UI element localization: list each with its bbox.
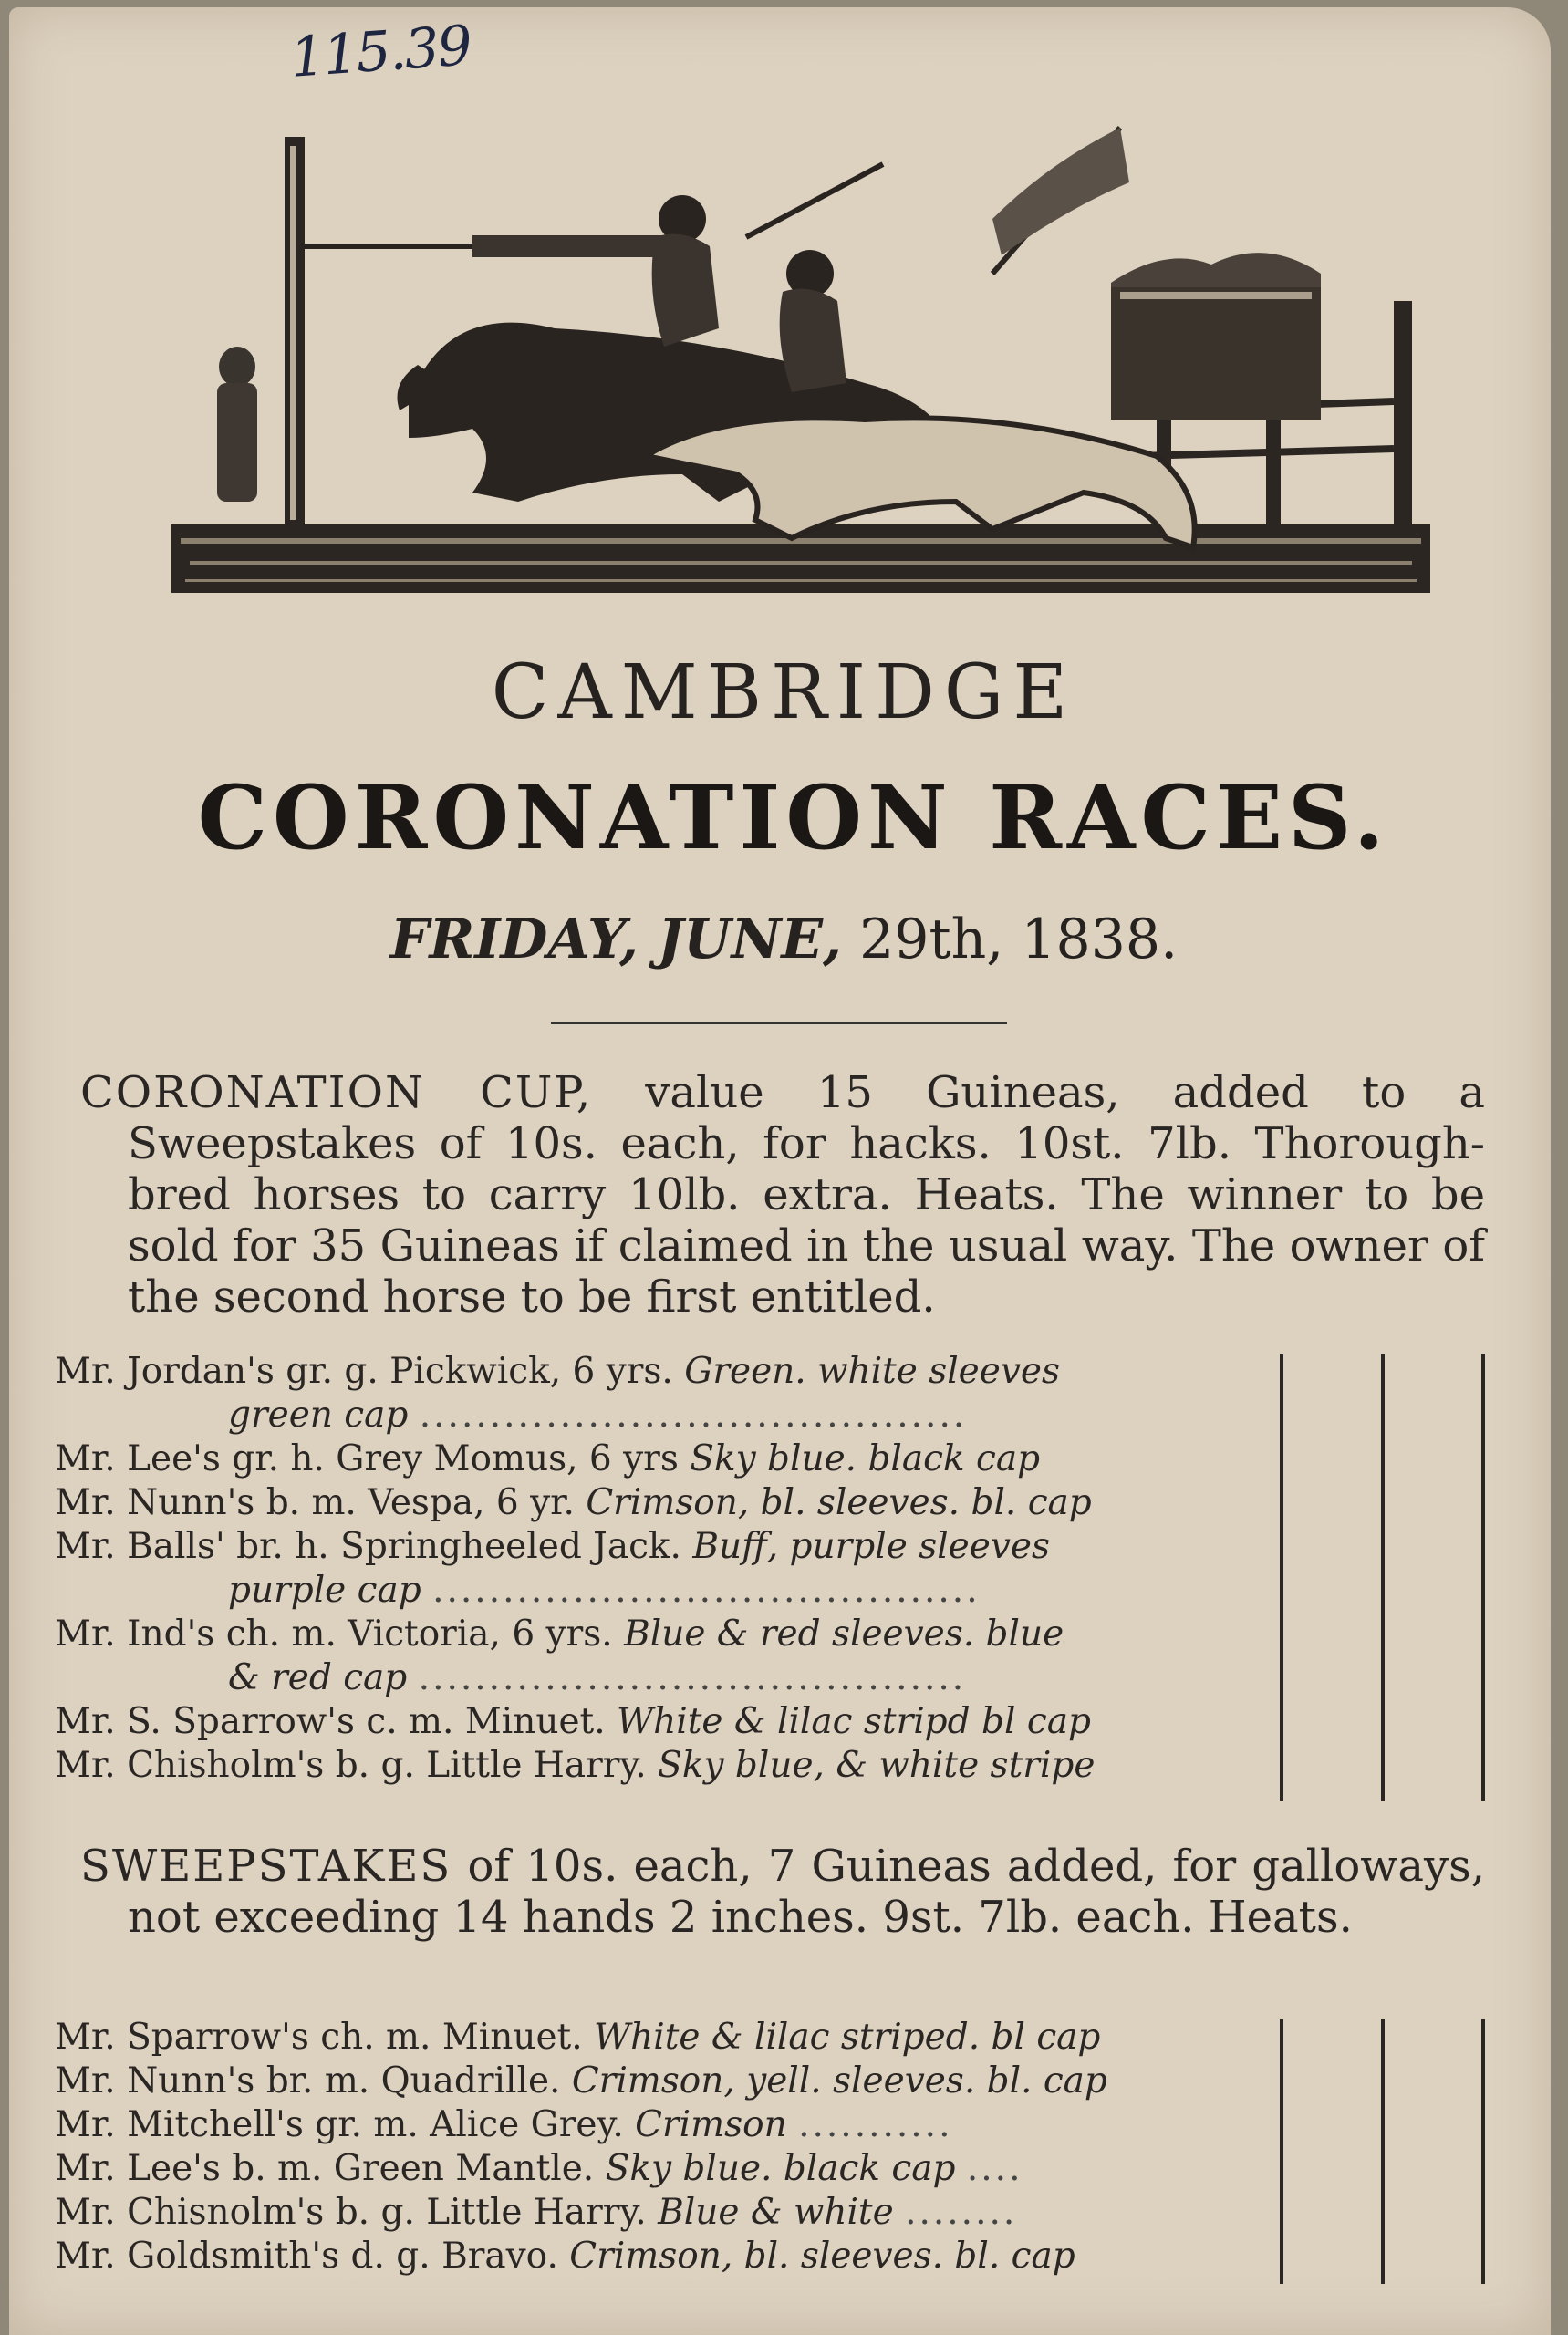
entry-horse: Mr. Mitchell's gr. m. Alice Grey. (55, 2104, 624, 2145)
race1-entries (55, 1350, 1266, 1788)
divider-rule (551, 1022, 1007, 1024)
entry-colours: Buff, purple sleeves (692, 1526, 1050, 1567)
entry-horse: Mr. Lee's b. m. Green Mantle. (55, 2148, 595, 2189)
column-rule (1280, 1354, 1283, 1801)
list-item (55, 2235, 1266, 2278)
race2-entries (55, 2016, 1266, 2278)
list-item (55, 1613, 1266, 1656)
list-item (55, 1569, 1266, 1613)
column-rule (1381, 1354, 1385, 1801)
list-item (55, 2103, 1266, 2147)
entry-horse: Mr. Nunn's br. m. Quadrille. (55, 2060, 561, 2102)
dot-leader: ....................................... (432, 1570, 981, 1611)
entry-horse: Mr. S. Sparrow's c. m. Minuet. (55, 1701, 606, 1742)
entry-horse: Mr. Balls' br. h. Springheeled Jack. (55, 1526, 681, 1567)
list-item (55, 2016, 1266, 2060)
list-item (55, 2191, 1266, 2235)
race-date-year: 29th, 1838. (859, 908, 1179, 971)
list-item (55, 1481, 1266, 1525)
entry-colours-cont: & red cap (228, 1657, 408, 1698)
entry-colours: Crimson, bl. sleeves. bl. cap (569, 2236, 1075, 2277)
entry-colours: Green. white sleeves (684, 1351, 1060, 1392)
dot-leader: ....................................... (418, 1657, 967, 1698)
list-item (55, 1350, 1266, 1394)
entry-horse: Mr. Sparrow's ch. m. Minuet. (55, 2017, 583, 2058)
column-rule (1481, 2019, 1485, 2284)
list-item (55, 1394, 1266, 1437)
title-cambridge: CAMBRIDGE (491, 649, 1077, 736)
entry-colours: Sky blue. black cap (605, 2148, 956, 2189)
list-item (55, 2060, 1266, 2103)
dot-leader: .... (966, 2148, 1023, 2189)
race-date-day: FRIDAY, JUNE, (389, 908, 843, 971)
entry-colours: Blue & red sleeves. blue (624, 1614, 1064, 1655)
list-item (55, 1437, 1266, 1481)
entry-colours: Crimson, yell. sleeves. bl. cap (571, 2060, 1107, 2102)
race1-description (80, 1067, 1485, 1323)
list-item (55, 1656, 1266, 1700)
entry-colours-cont: green cap (228, 1395, 409, 1436)
race1-conditions: value 15 Guineas, added to a Sweepstakes of 10s. each, for hacks. 10st. 7lb. Thorough-bred horses to carry 10lb. extra. Heats. The winner to be sold for 35 Guineas if claimed in the usual way. The owner of the second horse to be first entitled. (128, 1067, 1486, 1323)
entry-colours: Crimson (635, 2104, 787, 2145)
handwritten-catalogue-number: 115.39 (287, 14, 473, 90)
entry-horse: Mr. Chisnolm's b. g. Little Harry. (55, 2192, 647, 2233)
entry-colours: White & lilac striped. bl cap (594, 2017, 1101, 2058)
list-item (55, 1744, 1266, 1788)
entry-horse: Mr. Lee's gr. h. Grey Momus, 6 yrs (55, 1438, 679, 1479)
title-coronation-races: CORONATION RACES. (197, 766, 1390, 869)
column-rule (1381, 2019, 1385, 2284)
dot-leader: ........... (798, 2104, 953, 2145)
entry-colours: Sky blue, & white stripe (658, 1745, 1096, 1786)
list-item (55, 1525, 1266, 1569)
entry-horse: Mr. Nunn's b. m. Vespa, 6 yr. (55, 1482, 575, 1523)
race-date (0, 908, 1568, 971)
horse-race-engraving (171, 109, 1430, 611)
list-item (55, 1700, 1266, 1744)
race2-description (80, 1841, 1485, 1943)
race1-title: CORONATION CUP, (80, 1067, 593, 1118)
entry-horse: Mr. Ind's ch. m. Victoria, 6 yrs. (55, 1614, 613, 1655)
entry-horse: Mr. Jordan's gr. g. Pickwick, 6 yrs. (55, 1351, 673, 1392)
dot-leader: ....................................... (419, 1395, 968, 1436)
entry-colours: Blue & white (658, 2192, 894, 2233)
entry-colours: Sky blue. black cap (690, 1438, 1041, 1479)
race2-title: SWEEPSTAKES (80, 1841, 452, 1892)
dot-leader: ........ (905, 2192, 1018, 2233)
entry-horse: Mr. Goldsmith's d. g. Bravo. (55, 2236, 558, 2277)
entry-colours: Crimson, bl. sleeves. bl. cap (586, 1482, 1092, 1523)
entry-colours: White & lilac stripd bl cap (617, 1701, 1091, 1742)
entry-horse: Mr. Chisholm's b. g. Little Harry. (55, 1745, 647, 1786)
race2-conditions: of 10s. each, 7 Guineas added, for galloways, not exceeding 14 hands 2 inches. 9st. 7lb. each. Heats. (128, 1841, 1485, 1943)
column-rule (1280, 2019, 1283, 2284)
list-item (55, 2147, 1266, 2191)
column-rule (1481, 1354, 1485, 1801)
entry-colours-cont: purple cap (228, 1570, 421, 1611)
